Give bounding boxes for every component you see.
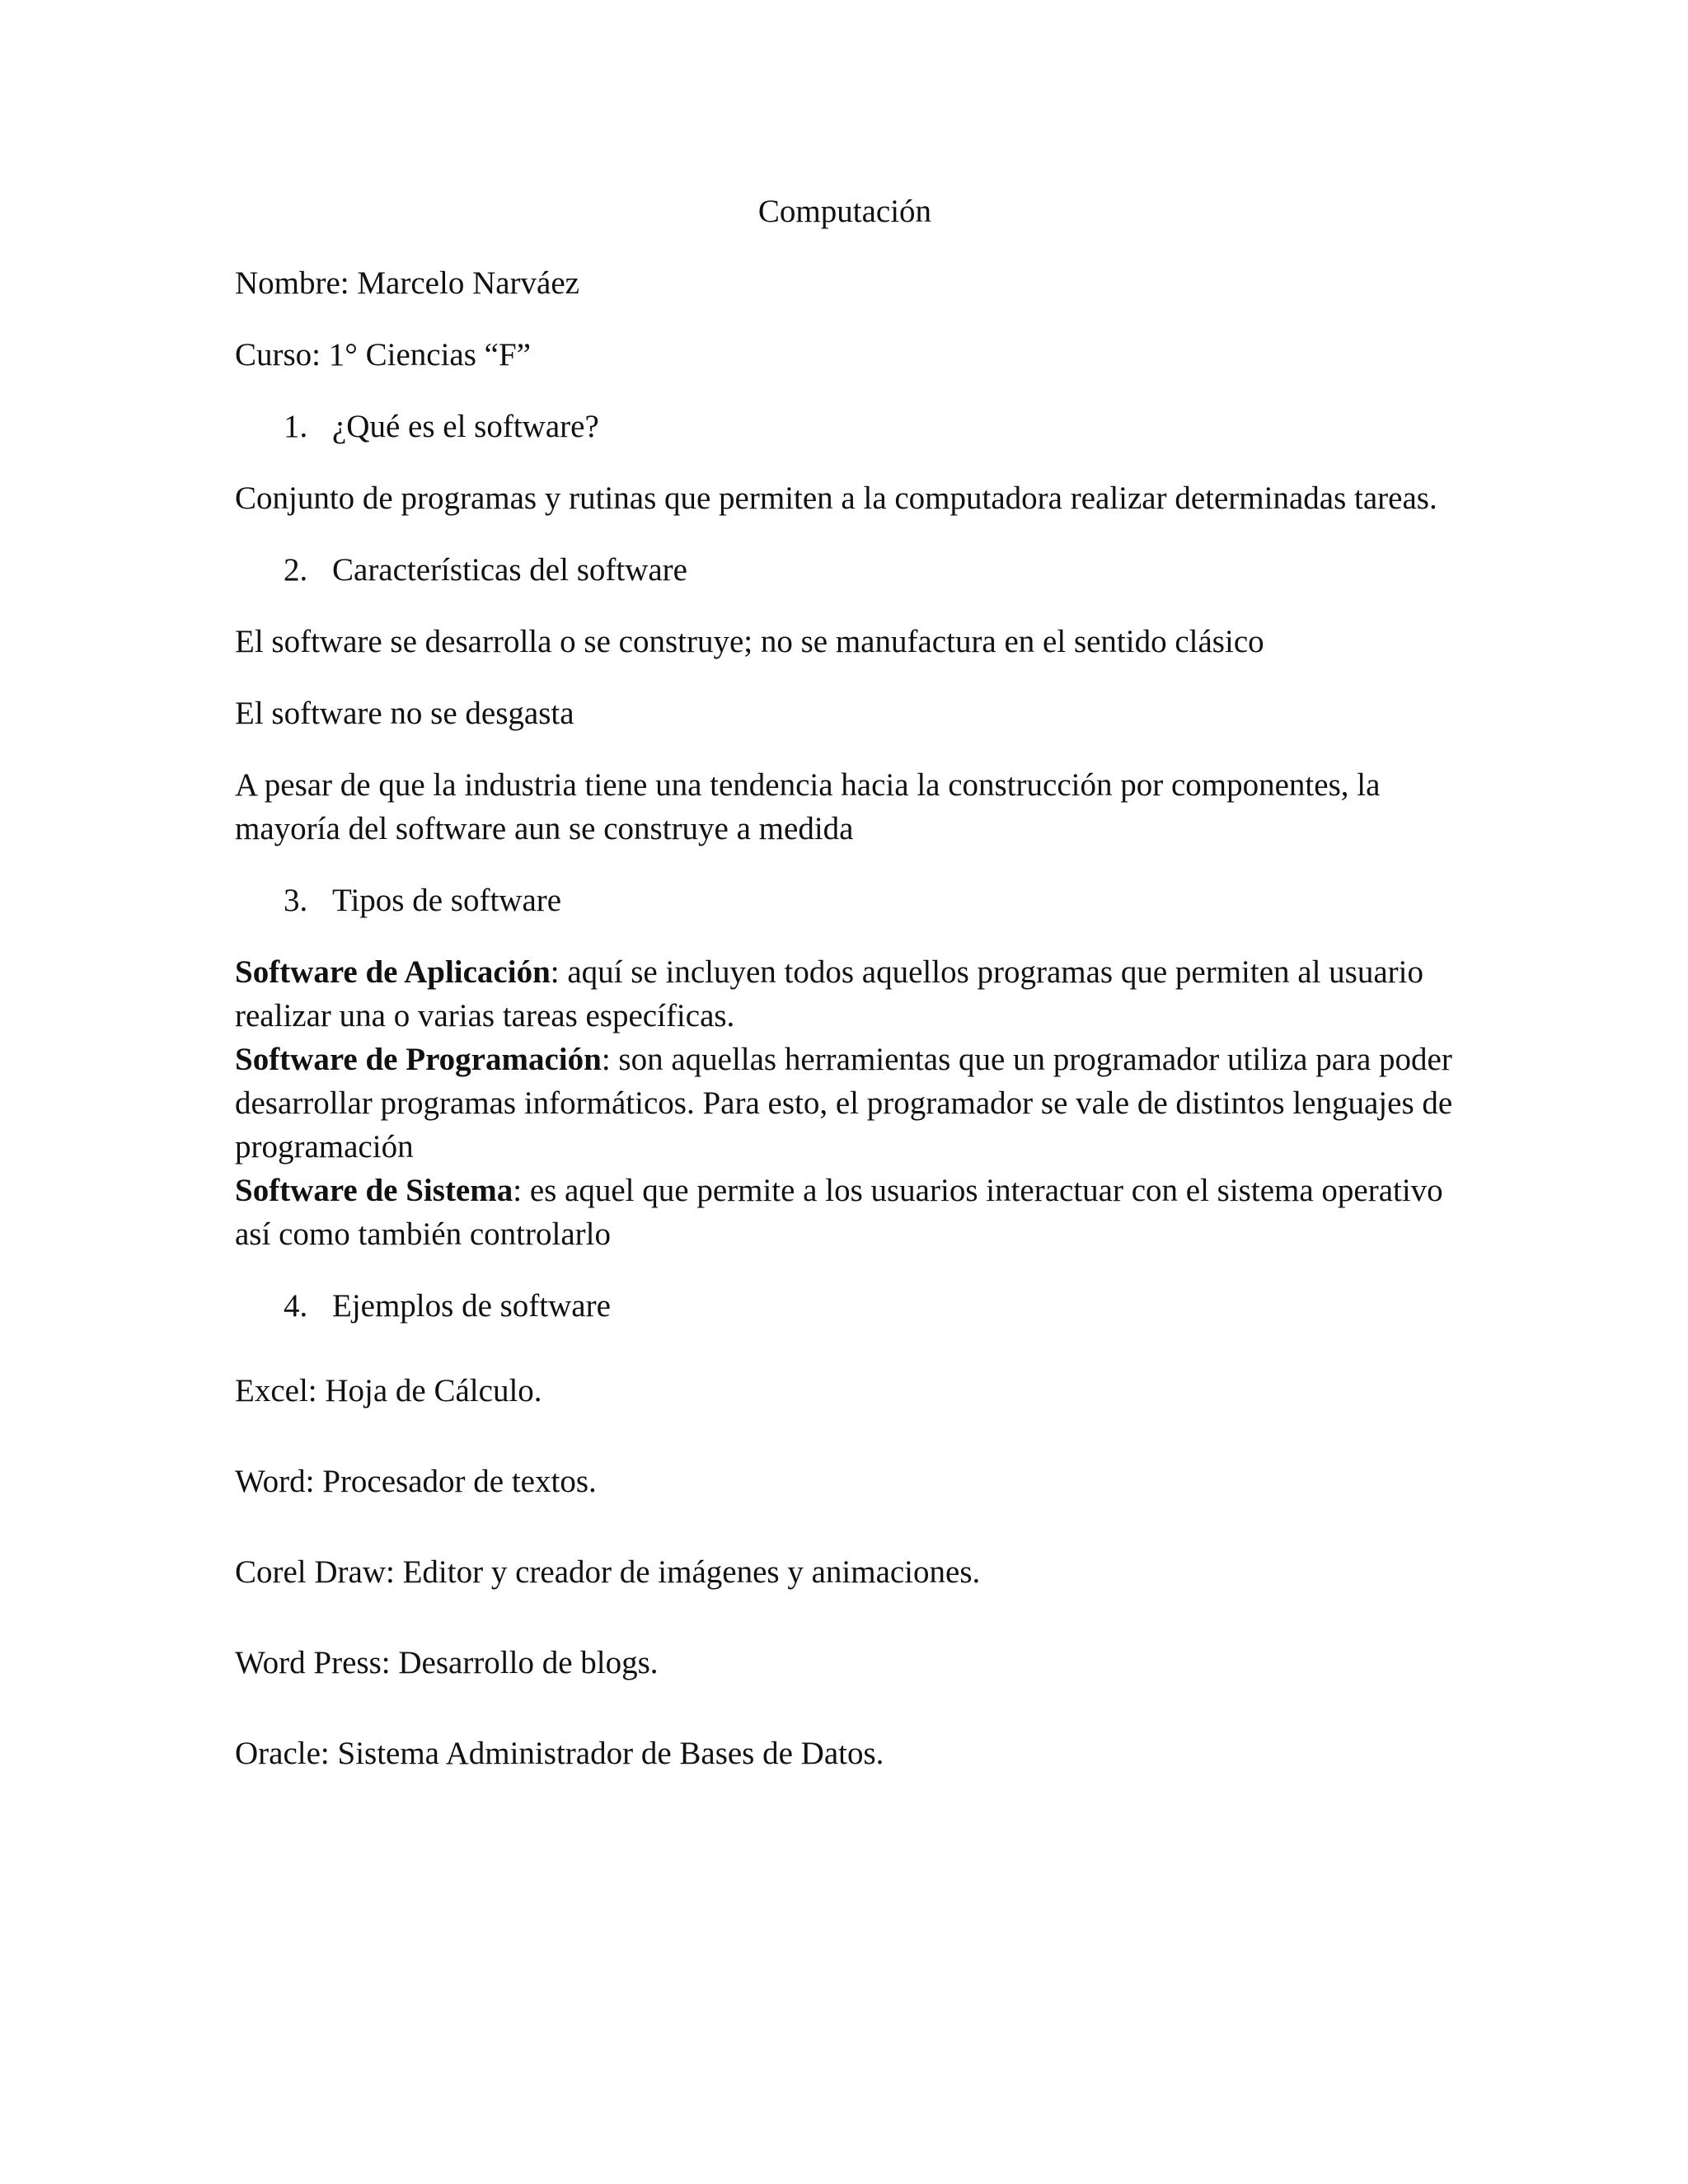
section-heading-text: Características del software [332, 552, 687, 588]
type-term: Software de Aplicación [235, 954, 551, 990]
paragraph: El software no se desgasta [235, 696, 574, 731]
student-course: Curso: 1° Ciencias “F” [235, 337, 531, 373]
type-description: : son aquellas herramientas que un programador utiliza para poder desarrollar programas informáticos. Para esto, el programador se vale de distintos lenguajes de programación [235, 1042, 1453, 1165]
section-heading-text: Tipos de software [332, 883, 562, 918]
section-heading-2 [235, 548, 1455, 592]
document-body [235, 190, 1455, 1822]
type-term: Software de Programación [235, 1042, 602, 1077]
paragraph: A pesar de que la industria tiene una tendencia hacia la construcción por componentes, la mayoría del software aun se construye a medida [235, 767, 1381, 846]
type-description: : es aquel que permite a los usuarios interactuar con el sistema operativo así como también controlarlo [235, 1173, 1443, 1252]
paragraph: Conjunto de programas y rutinas que permiten a la computadora realizar determinadas tareas. [235, 480, 1437, 516]
type-term: Software de Sistema [235, 1173, 513, 1208]
student-name: Nombre: Marcelo Narváez [235, 265, 579, 301]
section-heading-3 [235, 879, 1455, 922]
software-types [235, 950, 1455, 1256]
example-item: Oracle: Sistema Administrador de Bases de Datos. [235, 1736, 884, 1771]
section-number: 4. [284, 1288, 308, 1324]
example-item: Corel Draw: Editor y creador de imágenes y animaciones. [235, 1554, 981, 1590]
document-title: Computación [757, 194, 932, 229]
section-heading-1 [235, 405, 1455, 448]
example-item: Word Press: Desarrollo de blogs. [235, 1645, 659, 1680]
section-heading-4 [235, 1284, 1455, 1328]
example-item: Excel: Hoja de Cálculo. [235, 1373, 542, 1408]
software-type-programming [235, 1038, 1455, 1169]
paragraph: El software se desarrolla o se construye; no se manufactura en el sentido clásico [235, 624, 1264, 659]
section-number: 3. [284, 883, 308, 918]
type-description: : aquí se incluyen todos aquellos programas que permiten al usuario realizar una o varias tareas específicas. [235, 954, 1423, 1033]
software-type-application [235, 950, 1455, 1038]
example-item: Word: Procesador de textos. [235, 1464, 597, 1499]
section-number: 2. [284, 552, 308, 588]
software-type-system [235, 1169, 1455, 1256]
section-heading-text: Ejemplos de software [332, 1288, 611, 1324]
software-examples [235, 1369, 1455, 1775]
section-number: 1. [284, 409, 308, 444]
section-heading-text: ¿Qué es el software? [332, 409, 599, 444]
